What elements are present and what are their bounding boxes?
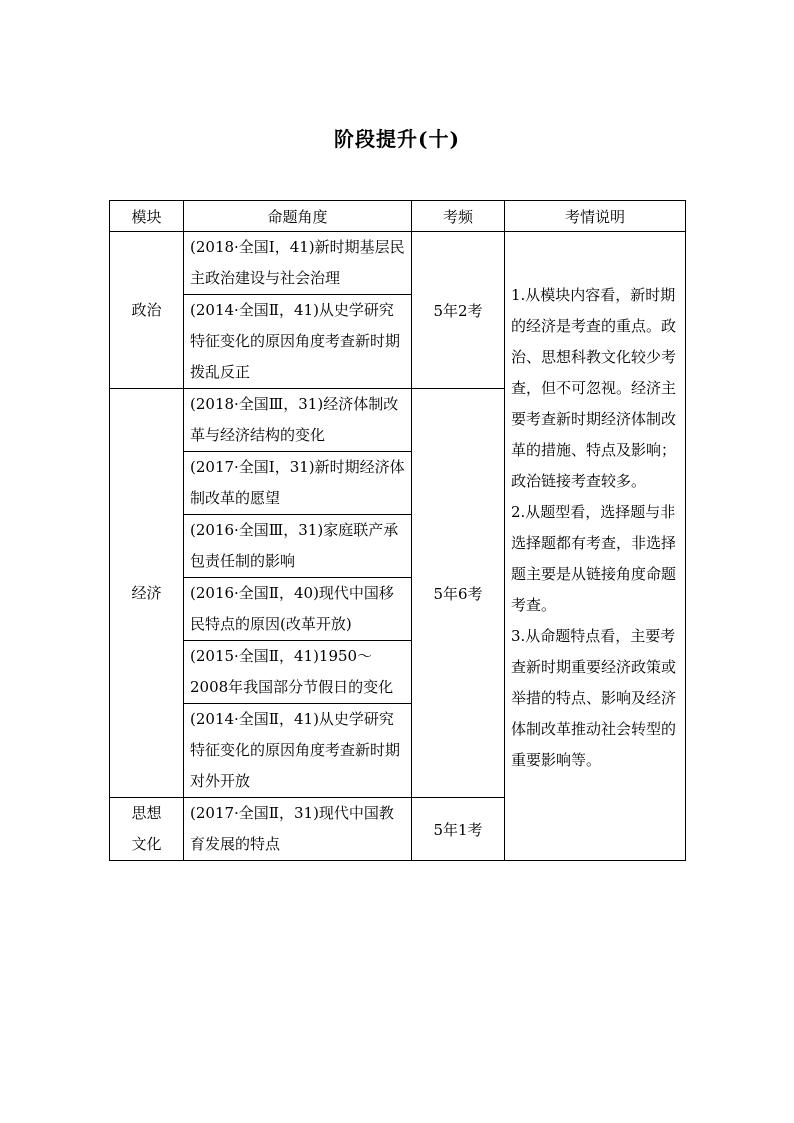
angle-cell: (2017·全国Ⅰ，31)新时期经济体制改革的愿望 (184, 452, 412, 515)
angle-cell: (2015·全国Ⅱ，41)1950～2008年我国部分节假日的变化 (184, 641, 412, 704)
module-name: 政治 (131, 300, 162, 319)
description-point-2: 2.从题型看，选择题与非选择题都有考查，非选择题主要是从链接角度命题考查。 (511, 503, 677, 614)
module-name: 经济 (131, 583, 162, 602)
angle-cell: (2016·全国Ⅲ，31)家庭联产承包责任制的影响 (184, 515, 412, 578)
angle-cell: (2014·全国Ⅱ，41)从史学研究特征变化的原因角度考查新时期拨乱反正 (184, 295, 412, 389)
frequency-economy: 5年6考 (412, 389, 505, 798)
page-title: 阶段提升(十) (334, 127, 460, 151)
description-cell (505, 232, 686, 861)
header-description: 考情说明 (505, 201, 686, 232)
frequency-thought-culture: 5年1考 (412, 798, 505, 861)
module-name-line-1: 思想 (131, 804, 162, 822)
module-thought-culture (110, 798, 184, 861)
module-economy (110, 389, 184, 798)
angle-cell: (2014·全国Ⅱ，41)从史学研究特征变化的原因角度考查新时期对外开放 (184, 704, 412, 798)
header-module: 模块 (110, 201, 184, 232)
description-point-3: 3.从命题特点看，主要考查新时期重要经济政策或举措的特点、影响及经济体制改革推动社会转型的重要影响等。 (511, 627, 677, 769)
module-politics (110, 232, 184, 389)
description-point-1: 1.从模块内容看，新时期的经济是考查的重点。政治、思想科教文化较少考查，但不可忽视。经济主要考查新时期经济体制改革的措施、特点及影响；政治链接考查较多。 (511, 286, 677, 490)
module-name-line-2: 文化 (131, 835, 162, 853)
frequency-politics: 5年2考 (412, 232, 505, 389)
header-frequency: 考频 (412, 201, 505, 232)
angle-cell: (2018·全国Ⅲ，31)经济体制改革与经济结构的变化 (184, 389, 412, 452)
header-angle: 命题角度 (184, 201, 412, 232)
table-header-row (110, 201, 686, 232)
table-row (110, 232, 686, 295)
angle-cell: (2017·全国Ⅱ，31)现代中国教育发展的特点 (184, 798, 412, 861)
exam-analysis-table (109, 200, 686, 861)
angle-cell: (2018·全国Ⅰ，41)新时期基层民主政治建设与社会治理 (184, 232, 412, 295)
angle-cell: (2016·全国Ⅱ，40)现代中国移民特点的原因(改革开放) (184, 578, 412, 641)
